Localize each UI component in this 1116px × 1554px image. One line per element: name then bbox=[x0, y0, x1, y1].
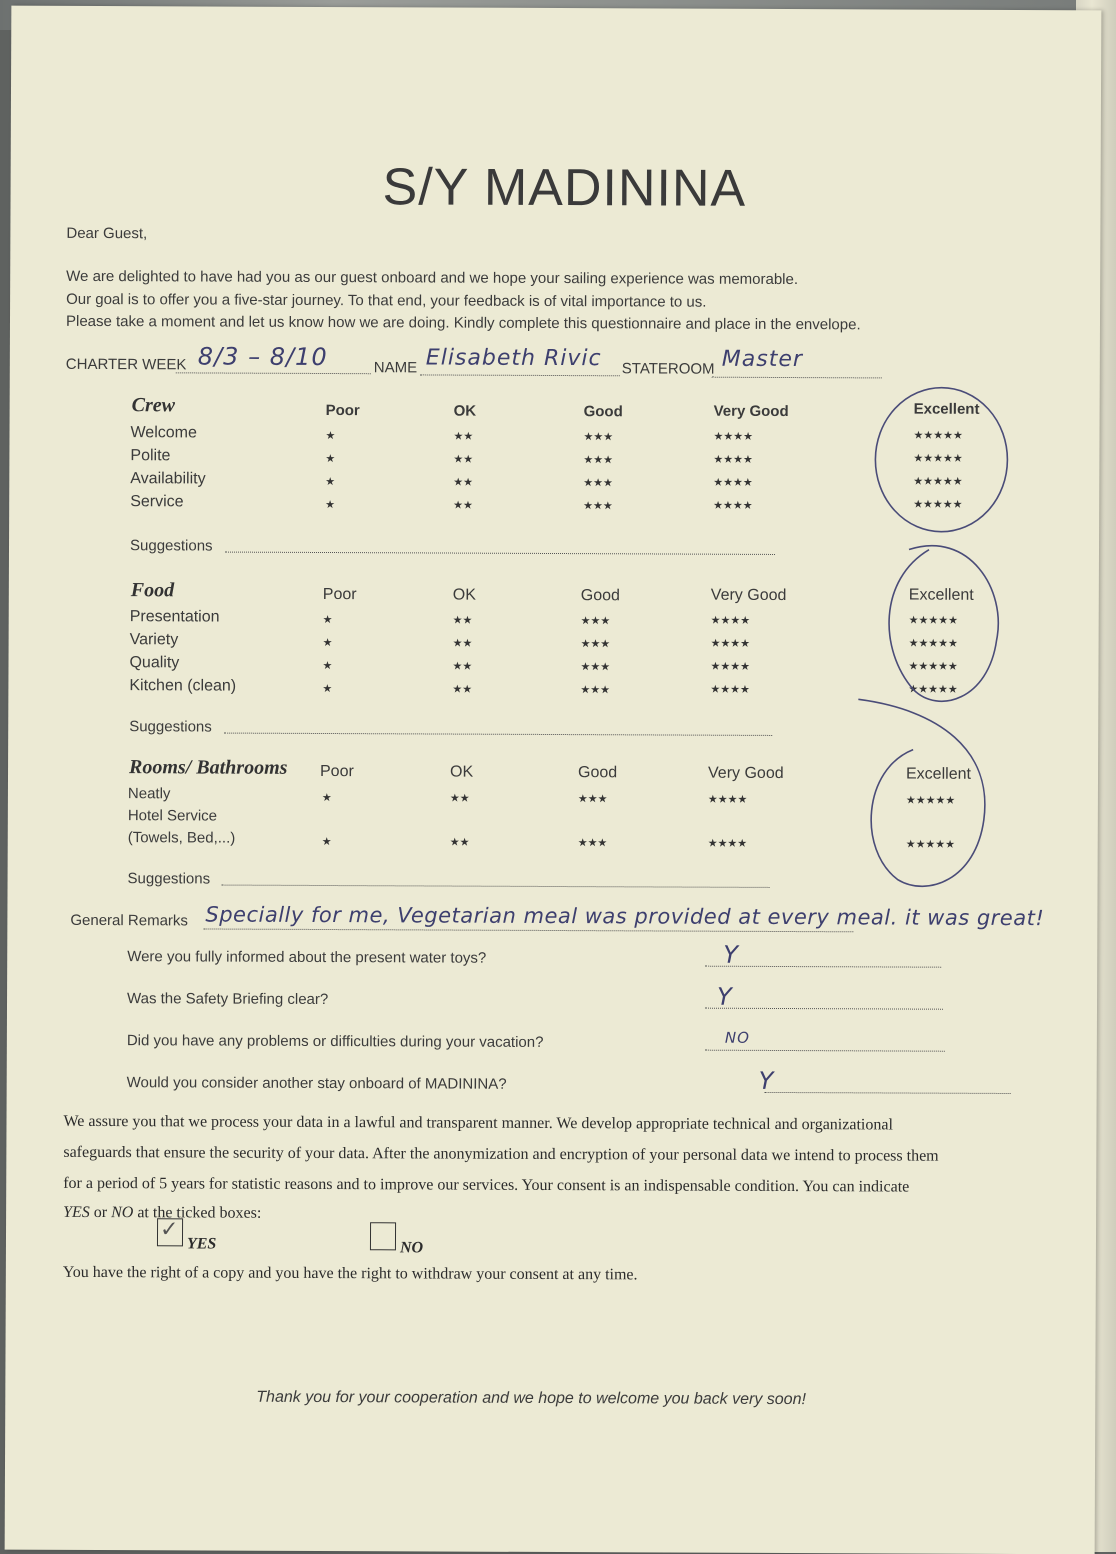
food-header-ok: OK bbox=[452, 586, 476, 604]
rating-star-1[interactable]: ★ bbox=[322, 613, 333, 627]
rating-star-1[interactable]: ★ bbox=[322, 682, 333, 696]
rating-star-3[interactable]: ★★★ bbox=[583, 431, 614, 444]
rating-star-3[interactable]: ★★★ bbox=[577, 793, 608, 806]
crew-item-polite: Polite bbox=[130, 447, 171, 465]
consent-no-label: NO bbox=[399, 1239, 424, 1257]
consent-yes-label: YES bbox=[186, 1235, 217, 1253]
charter-week-value[interactable]: 8/3 – 8/10 bbox=[197, 342, 328, 372]
rating-star-4[interactable]: ★★★★ bbox=[710, 660, 750, 673]
rating-star-5[interactable]: ★★★★★ bbox=[913, 498, 963, 511]
charter-week-label: CHARTER WEEK bbox=[65, 355, 187, 374]
check-mark-icon: ✓ bbox=[159, 1217, 180, 1243]
food-suggestions-label: Suggestions bbox=[129, 718, 212, 736]
rating-star-2[interactable]: ★★ bbox=[449, 792, 470, 805]
rating-star-2[interactable]: ★★ bbox=[449, 836, 470, 849]
rating-star-5[interactable]: ★★★★★ bbox=[908, 683, 958, 696]
food-item-kitchen: Kitchen (clean) bbox=[129, 677, 237, 695]
food-header-excellent: Excellent bbox=[908, 586, 974, 604]
food-excellent-circle bbox=[889, 546, 999, 702]
rating-star-4[interactable]: ★★★★ bbox=[707, 837, 748, 850]
rights-text: You have the right of a copy and you have the right to withdraw your consent at any time. bbox=[62, 1263, 638, 1284]
rating-star-4[interactable]: ★★★★ bbox=[710, 637, 751, 650]
rating-star-3[interactable]: ★★★ bbox=[580, 684, 611, 697]
rooms-item-towels-bed: (Towels, Bed,...) bbox=[127, 829, 236, 847]
general-remarks-value[interactable]: Specially for me, Vegetarian meal was provided at every meal. it was great! bbox=[205, 902, 1045, 931]
crew-header-ok: OK bbox=[453, 402, 477, 420]
rating-star-3[interactable]: ★★★ bbox=[580, 615, 611, 628]
question-problems: Did you have any problems or difficulties during your vacation? bbox=[126, 1032, 544, 1051]
privacy-yes-word: YES bbox=[63, 1203, 90, 1221]
closing-message: Thank you for your cooperation and we hope to welcome you back very soon! bbox=[256, 1388, 806, 1409]
rooms-header-poor: Poor bbox=[319, 762, 354, 781]
questionnaire-page bbox=[5, 6, 1102, 1554]
rating-star-2[interactable]: ★★ bbox=[453, 453, 474, 466]
rating-star-1[interactable]: ★ bbox=[321, 835, 332, 849]
food-item-quality: Quality bbox=[129, 654, 180, 672]
rating-star-1[interactable]: ★ bbox=[322, 659, 333, 673]
rating-star-2[interactable]: ★★ bbox=[452, 637, 473, 650]
rating-star-3[interactable]: ★★★ bbox=[583, 500, 613, 513]
answer-another-stay[interactable]: Y bbox=[758, 1066, 775, 1095]
question-water-toys: Were you fully informed about the present water toys? bbox=[127, 948, 487, 967]
rating-star-5[interactable]: ★★★★★ bbox=[913, 475, 963, 488]
rooms-header-good: Good bbox=[577, 764, 618, 782]
rooms-item-hotel-service: Hotel Service bbox=[127, 807, 218, 825]
privacy-rest: at the ticked boxes: bbox=[137, 1204, 262, 1222]
crew-header-very-good: Very Good bbox=[713, 402, 789, 421]
intro-line-1: We are delighted to have had you as our guest onboard and we hope your sailing experience was memorable. bbox=[66, 267, 799, 289]
rooms-header-ok: OK bbox=[449, 763, 474, 781]
rating-star-2[interactable]: ★★ bbox=[453, 499, 473, 512]
crew-suggestions-label: Suggestions bbox=[129, 537, 213, 555]
privacy-line-3: for a period of 5 years for statistic reasons and to improve our services. Your consent is an indispensable condition. You can indicate bbox=[63, 1174, 910, 1196]
food-header-poor: Poor bbox=[322, 585, 357, 604]
name-value[interactable]: Elisabeth Rivic bbox=[425, 345, 602, 372]
rooms-suggestions-label: Suggestions bbox=[127, 870, 211, 888]
crew-section-title: Crew bbox=[131, 394, 176, 417]
privacy-or-word: or bbox=[93, 1204, 108, 1222]
answer-problems[interactable]: NO bbox=[724, 1028, 750, 1047]
food-section-title: Food bbox=[130, 579, 175, 602]
rating-star-2[interactable]: ★★ bbox=[452, 683, 473, 696]
rating-star-4[interactable]: ★★★★ bbox=[707, 793, 748, 806]
food-header-very-good: Very Good bbox=[710, 586, 787, 605]
rating-star-2[interactable]: ★★ bbox=[452, 614, 473, 627]
rating-star-3[interactable]: ★★★ bbox=[577, 837, 608, 850]
stateroom-value[interactable]: Master bbox=[721, 346, 804, 373]
rating-star-1[interactable]: ★ bbox=[325, 476, 336, 489]
excellent-circles-annotation bbox=[5, 6, 1102, 1554]
rating-star-4[interactable]: ★★★★ bbox=[713, 453, 753, 466]
food-item-presentation: Presentation bbox=[129, 608, 220, 626]
privacy-line-2: safeguards that ensure the security of your data. After the anonymization and encryption of your personal data we intend to process them bbox=[63, 1143, 939, 1165]
privacy-line-1: We assure you that we process your data in a lawful and transparent manner. We develop appropriate technical and organizational bbox=[63, 1112, 893, 1134]
food-header-good: Good bbox=[580, 587, 620, 605]
crew-item-service: Service bbox=[130, 493, 184, 511]
page-title: S/Y MADININA bbox=[382, 158, 747, 218]
intro-line-3: Please take a moment and let us know how we are doing. Kindly complete this questionnaire and place in the envelope. bbox=[65, 312, 861, 334]
rating-star-2[interactable]: ★★ bbox=[452, 660, 473, 673]
answer-water-toys[interactable]: Y bbox=[723, 940, 739, 969]
rating-star-3[interactable]: ★★★ bbox=[580, 638, 611, 651]
crew-header-poor: Poor bbox=[325, 402, 360, 420]
rating-star-1[interactable]: ★ bbox=[325, 499, 336, 512]
rating-star-1[interactable]: ★ bbox=[325, 453, 336, 466]
rooms-header-excellent: Excellent bbox=[905, 765, 971, 783]
rating-star-5[interactable]: ★★★★★ bbox=[913, 429, 963, 442]
rating-star-5[interactable]: ★★★★★ bbox=[908, 614, 959, 627]
rating-star-4[interactable]: ★★★★ bbox=[713, 499, 753, 512]
rating-star-1[interactable]: ★ bbox=[325, 430, 336, 443]
rating-star-3[interactable]: ★★★ bbox=[583, 477, 613, 490]
rating-star-5[interactable]: ★★★★★ bbox=[908, 660, 958, 673]
greeting: Dear Guest, bbox=[66, 224, 148, 243]
crew-header-good: Good bbox=[583, 403, 623, 421]
rating-star-1[interactable]: ★ bbox=[322, 636, 333, 650]
question-another-stay: Would you consider another stay onboard of MADININA? bbox=[126, 1074, 507, 1093]
food-item-variety: Variety bbox=[129, 631, 179, 649]
crew-item-availability: Availability bbox=[130, 470, 206, 488]
crew-excellent-circle bbox=[875, 387, 1008, 532]
rating-star-2[interactable]: ★★ bbox=[453, 476, 474, 489]
question-safety-briefing: Was the Safety Briefing clear? bbox=[127, 990, 329, 1009]
rating-star-3[interactable]: ★★★ bbox=[580, 661, 611, 674]
rating-star-2[interactable]: ★★ bbox=[453, 430, 474, 443]
rating-star-5[interactable]: ★★★★★ bbox=[908, 637, 958, 650]
rating-star-5[interactable]: ★★★★★ bbox=[913, 452, 963, 465]
rating-star-4[interactable]: ★★★★ bbox=[710, 614, 751, 627]
rating-star-5[interactable]: ★★★★★ bbox=[905, 794, 956, 807]
rating-star-5[interactable]: ★★★★★ bbox=[905, 838, 956, 851]
rooms-excellent-circle bbox=[858, 699, 986, 886]
name-label: NAME bbox=[373, 359, 418, 377]
privacy-no-word: NO bbox=[111, 1204, 134, 1222]
answer-safety-briefing[interactable]: Y bbox=[716, 982, 733, 1011]
rating-star-4[interactable]: ★★★★ bbox=[713, 430, 753, 443]
crew-header-excellent: Excellent bbox=[913, 400, 980, 418]
intro-line-2: Our goal is to offer you a five-star journey. To that end, your feedback is of vital importance to us. bbox=[66, 290, 707, 311]
rating-star-3[interactable]: ★★★ bbox=[583, 454, 614, 467]
rooms-section-title: Rooms/ Bathrooms bbox=[129, 756, 288, 779]
rating-star-4[interactable]: ★★★★ bbox=[713, 476, 753, 489]
rooms-item-neatly: Neatly bbox=[127, 785, 171, 803]
rooms-header-very-good: Very Good bbox=[707, 764, 784, 783]
stateroom-label: STATEROOM bbox=[621, 360, 715, 378]
general-remarks-label: General Remarks bbox=[70, 911, 188, 930]
crew-item-welcome: Welcome bbox=[130, 424, 197, 442]
rating-star-4[interactable]: ★★★★ bbox=[710, 683, 750, 696]
rating-star-1[interactable]: ★ bbox=[321, 791, 332, 805]
